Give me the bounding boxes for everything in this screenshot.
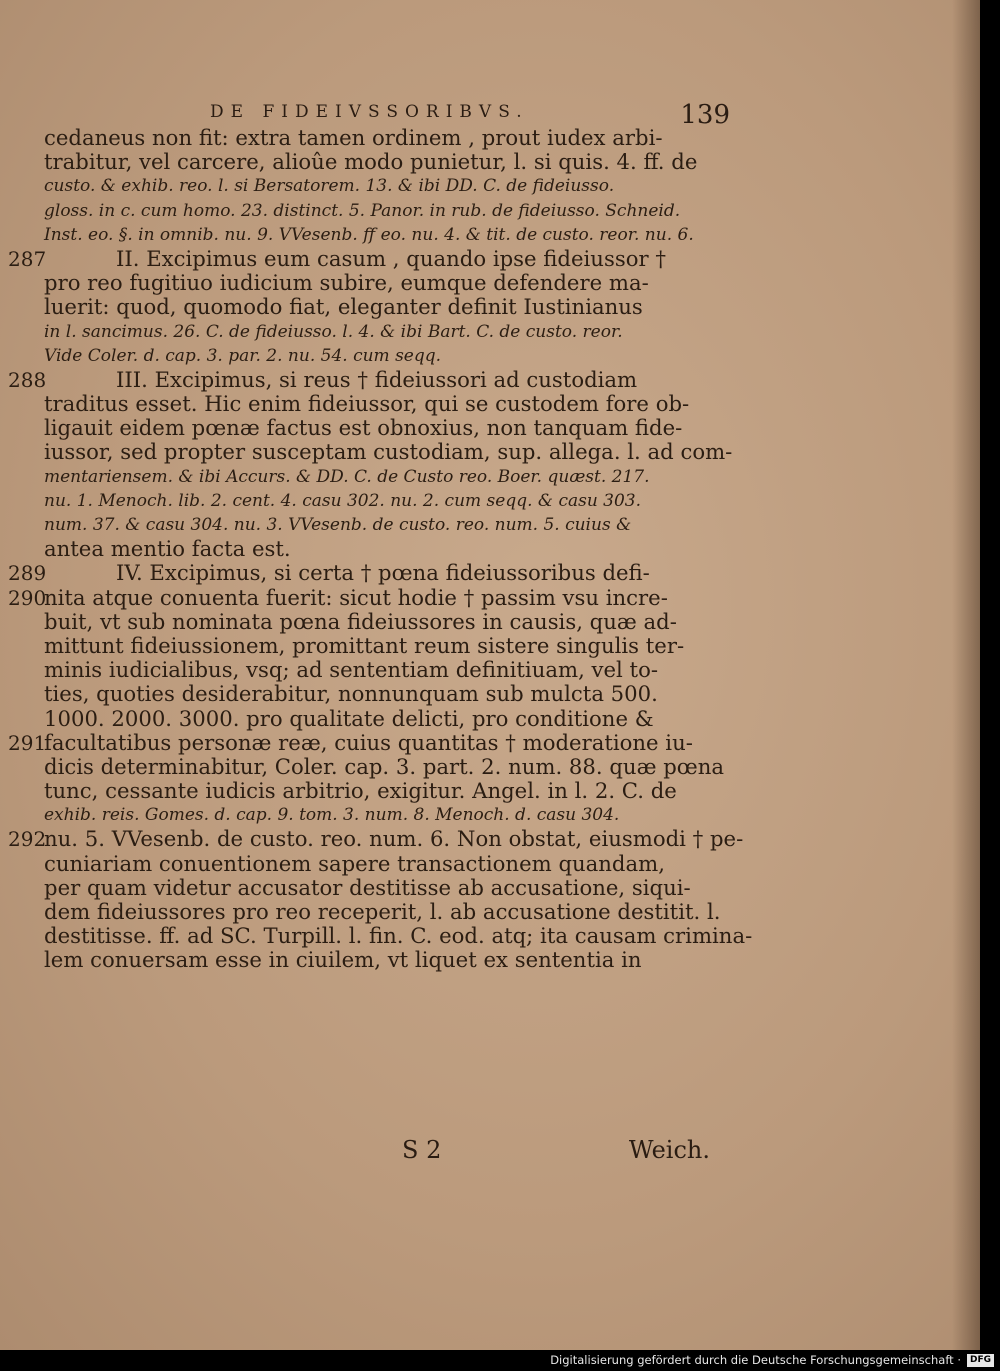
credit-text: Digitalisierung gefördert durch die Deutsche Forschungsgemeinschaft ·	[550, 1353, 961, 1367]
line-text: per quam videtur accusator destitisse ab accusatione, siqui-	[44, 874, 691, 900]
line-text: II. Excipimus eum casum , quando ipse fideiussor †	[116, 245, 666, 271]
text-line	[44, 416, 724, 440]
line-text: buit, vt sub nominata pœna fideiussores in causis, quæ ad-	[44, 608, 677, 634]
dfg-logo: DFG	[967, 1354, 994, 1367]
text-line	[44, 610, 724, 634]
margin-number: 292	[8, 827, 47, 852]
signature-mark: S 2	[402, 1136, 442, 1164]
line-text: facultatibus personæ reæ, cuius quantitas † moderatione iu-	[44, 729, 693, 755]
text-line	[44, 682, 724, 706]
line-text: num. 37. & casu 304. nu. 3. VVesenb. de custo. reo. num. 5. cuius &	[44, 515, 632, 535]
line-text: custo. & exhib. reo. l. si Bersatorem. 13. & ibi DD. C. de fideiusso.	[44, 176, 615, 197]
line-text: iussor, sed propter susceptam custodiam, sup. allega. l. ad com-	[44, 439, 733, 465]
text-line	[44, 439, 733, 465]
line-text: traditus esset. Hic enim fideiussor, qui se custodem fore ob-	[44, 391, 690, 417]
margin-number: 291	[8, 730, 47, 755]
text-line	[44, 658, 724, 682]
text-line	[44, 392, 724, 416]
text-line	[8, 245, 724, 271]
line-text: mentariensem. & ibi Accurs. & DD. C. de Custo reo. Boer. quæst. 217.	[44, 466, 650, 487]
text-line	[44, 634, 724, 658]
line-text: dem fideiussores pro reo receperit, l. ab accusatione destitit. l.	[44, 899, 721, 924]
line-text: nita atque conuenta fuerit: sicut hodie † passim vsu incre-	[44, 584, 668, 610]
text-line	[44, 876, 724, 900]
text-line	[44, 803, 724, 827]
line-text: antea mentio facta est.	[44, 536, 291, 562]
line-text: cedaneus non fit: extra tamen ordinem , prout iudex arbi-	[44, 125, 663, 150]
line-text: minis iudicialibus, vsq; ad sententiam definitiuam, vel to-	[44, 657, 658, 683]
text-line	[44, 755, 724, 779]
text-line	[44, 779, 724, 803]
margin-number: 289	[8, 561, 47, 586]
line-text: Vide Coler. d. cap. 3. par. 2. nu. 54. cum seqq.	[44, 345, 442, 366]
margin-number: 288	[8, 367, 47, 392]
line-text: lem conuersam esse in ciuilem, vt liquet ex sententia in	[44, 947, 642, 973]
text-line	[44, 126, 724, 150]
line-text: trabitur, vel carcere, alioûe modo punietur, l. si quis. 4. ff. de	[44, 149, 698, 175]
line-text: in l. sancimus. 26. C. de fideiusso. l. 4. & ibi Bart. C. de custo. reor.	[44, 321, 623, 342]
running-title: DE FIDEIVSSORIBVS.	[210, 102, 529, 122]
text-line	[44, 271, 724, 295]
line-text: gloss. in c. cum homo. 23. distinct. 5. Panor. in rub. de fideiusso. Schneid.	[44, 200, 681, 221]
line-text: tunc, cessante iudicis arbitrio, exigitur. Angel. in l. 2. C. de	[44, 778, 677, 804]
line-text: ties, quoties desiderabitur, nonnunquam sub mulcta 500.	[44, 681, 658, 707]
line-text: luerit: quod, quomodo fiat, eleganter definit Iustinianus	[44, 294, 643, 320]
text-line	[44, 707, 724, 731]
line-text: 1000. 2000. 3000. pro qualitate delicti, pro conditione &	[44, 705, 654, 731]
text-line	[44, 320, 724, 344]
page-edge-shadow	[952, 0, 980, 1350]
text-line	[8, 729, 724, 755]
page-footer	[380, 1136, 710, 1170]
page-number: 139	[680, 100, 730, 130]
line-text: destitisse. ff. ad SC. Turpill. l. fin. C. eod. atq; ita causam crimina-	[44, 923, 753, 949]
text-line	[44, 150, 724, 174]
text-line	[8, 366, 724, 392]
line-text: exhib. reis. Gomes. d. cap. 9. tom. 3. num. 8. Menoch. d. casu 304.	[44, 805, 620, 826]
margin-number: 290	[8, 585, 47, 610]
text-line	[44, 174, 724, 198]
text-line	[44, 537, 724, 561]
text-line	[44, 948, 724, 972]
text-line	[44, 223, 724, 247]
text-line	[44, 295, 724, 319]
text-line	[8, 560, 724, 586]
text-line	[8, 826, 744, 852]
text-line	[44, 489, 724, 513]
line-text: IV. Excipimus, si certa † pœna fideiussoribus defi-	[116, 560, 650, 586]
text-line	[44, 199, 724, 223]
line-text: nu. 1. Menoch. lib. 2. cent. 4. casu 302. nu. 2. cum seqq. & casu 303.	[44, 490, 642, 511]
line-text: mittunt fideiussionem, promittant reum sistere singulis ter-	[44, 632, 685, 658]
text-line	[44, 852, 724, 876]
catchword: Weich.	[628, 1136, 710, 1164]
text-line	[44, 900, 724, 924]
text-line	[44, 465, 724, 489]
line-text: ligauit eidem pœnæ factus est obnoxius, non tanquam fide-	[44, 415, 683, 441]
line-text: III. Excipimus, si reus † fideiussori ad custodiam	[116, 366, 638, 392]
text-line	[8, 584, 724, 610]
digitization-credit	[0, 1350, 1000, 1371]
line-text: pro reo fugitiuo iudicium subire, eumque defendere ma-	[44, 270, 649, 296]
line-text: Inst. eo. §. in omnib. nu. 9. VVesenb. ff eo. nu. 4. & tit. de custo. reor. nu. 6.	[44, 224, 694, 245]
margin-number: 287	[8, 246, 47, 271]
text-line	[44, 513, 724, 537]
line-text: cuniariam conuentionem sapere transactionem quandam,	[44, 850, 665, 876]
text-body	[8, 125, 753, 973]
text-line	[44, 923, 753, 949]
line-text: nu. 5. VVesenb. de custo. reo. num. 6. Non obstat, eiusmodi † pe-	[44, 826, 744, 852]
line-text: dicis determinabitur, Coler. cap. 3. part. 2. num. 88. quæ pœna	[44, 753, 725, 779]
text-line	[44, 344, 724, 368]
